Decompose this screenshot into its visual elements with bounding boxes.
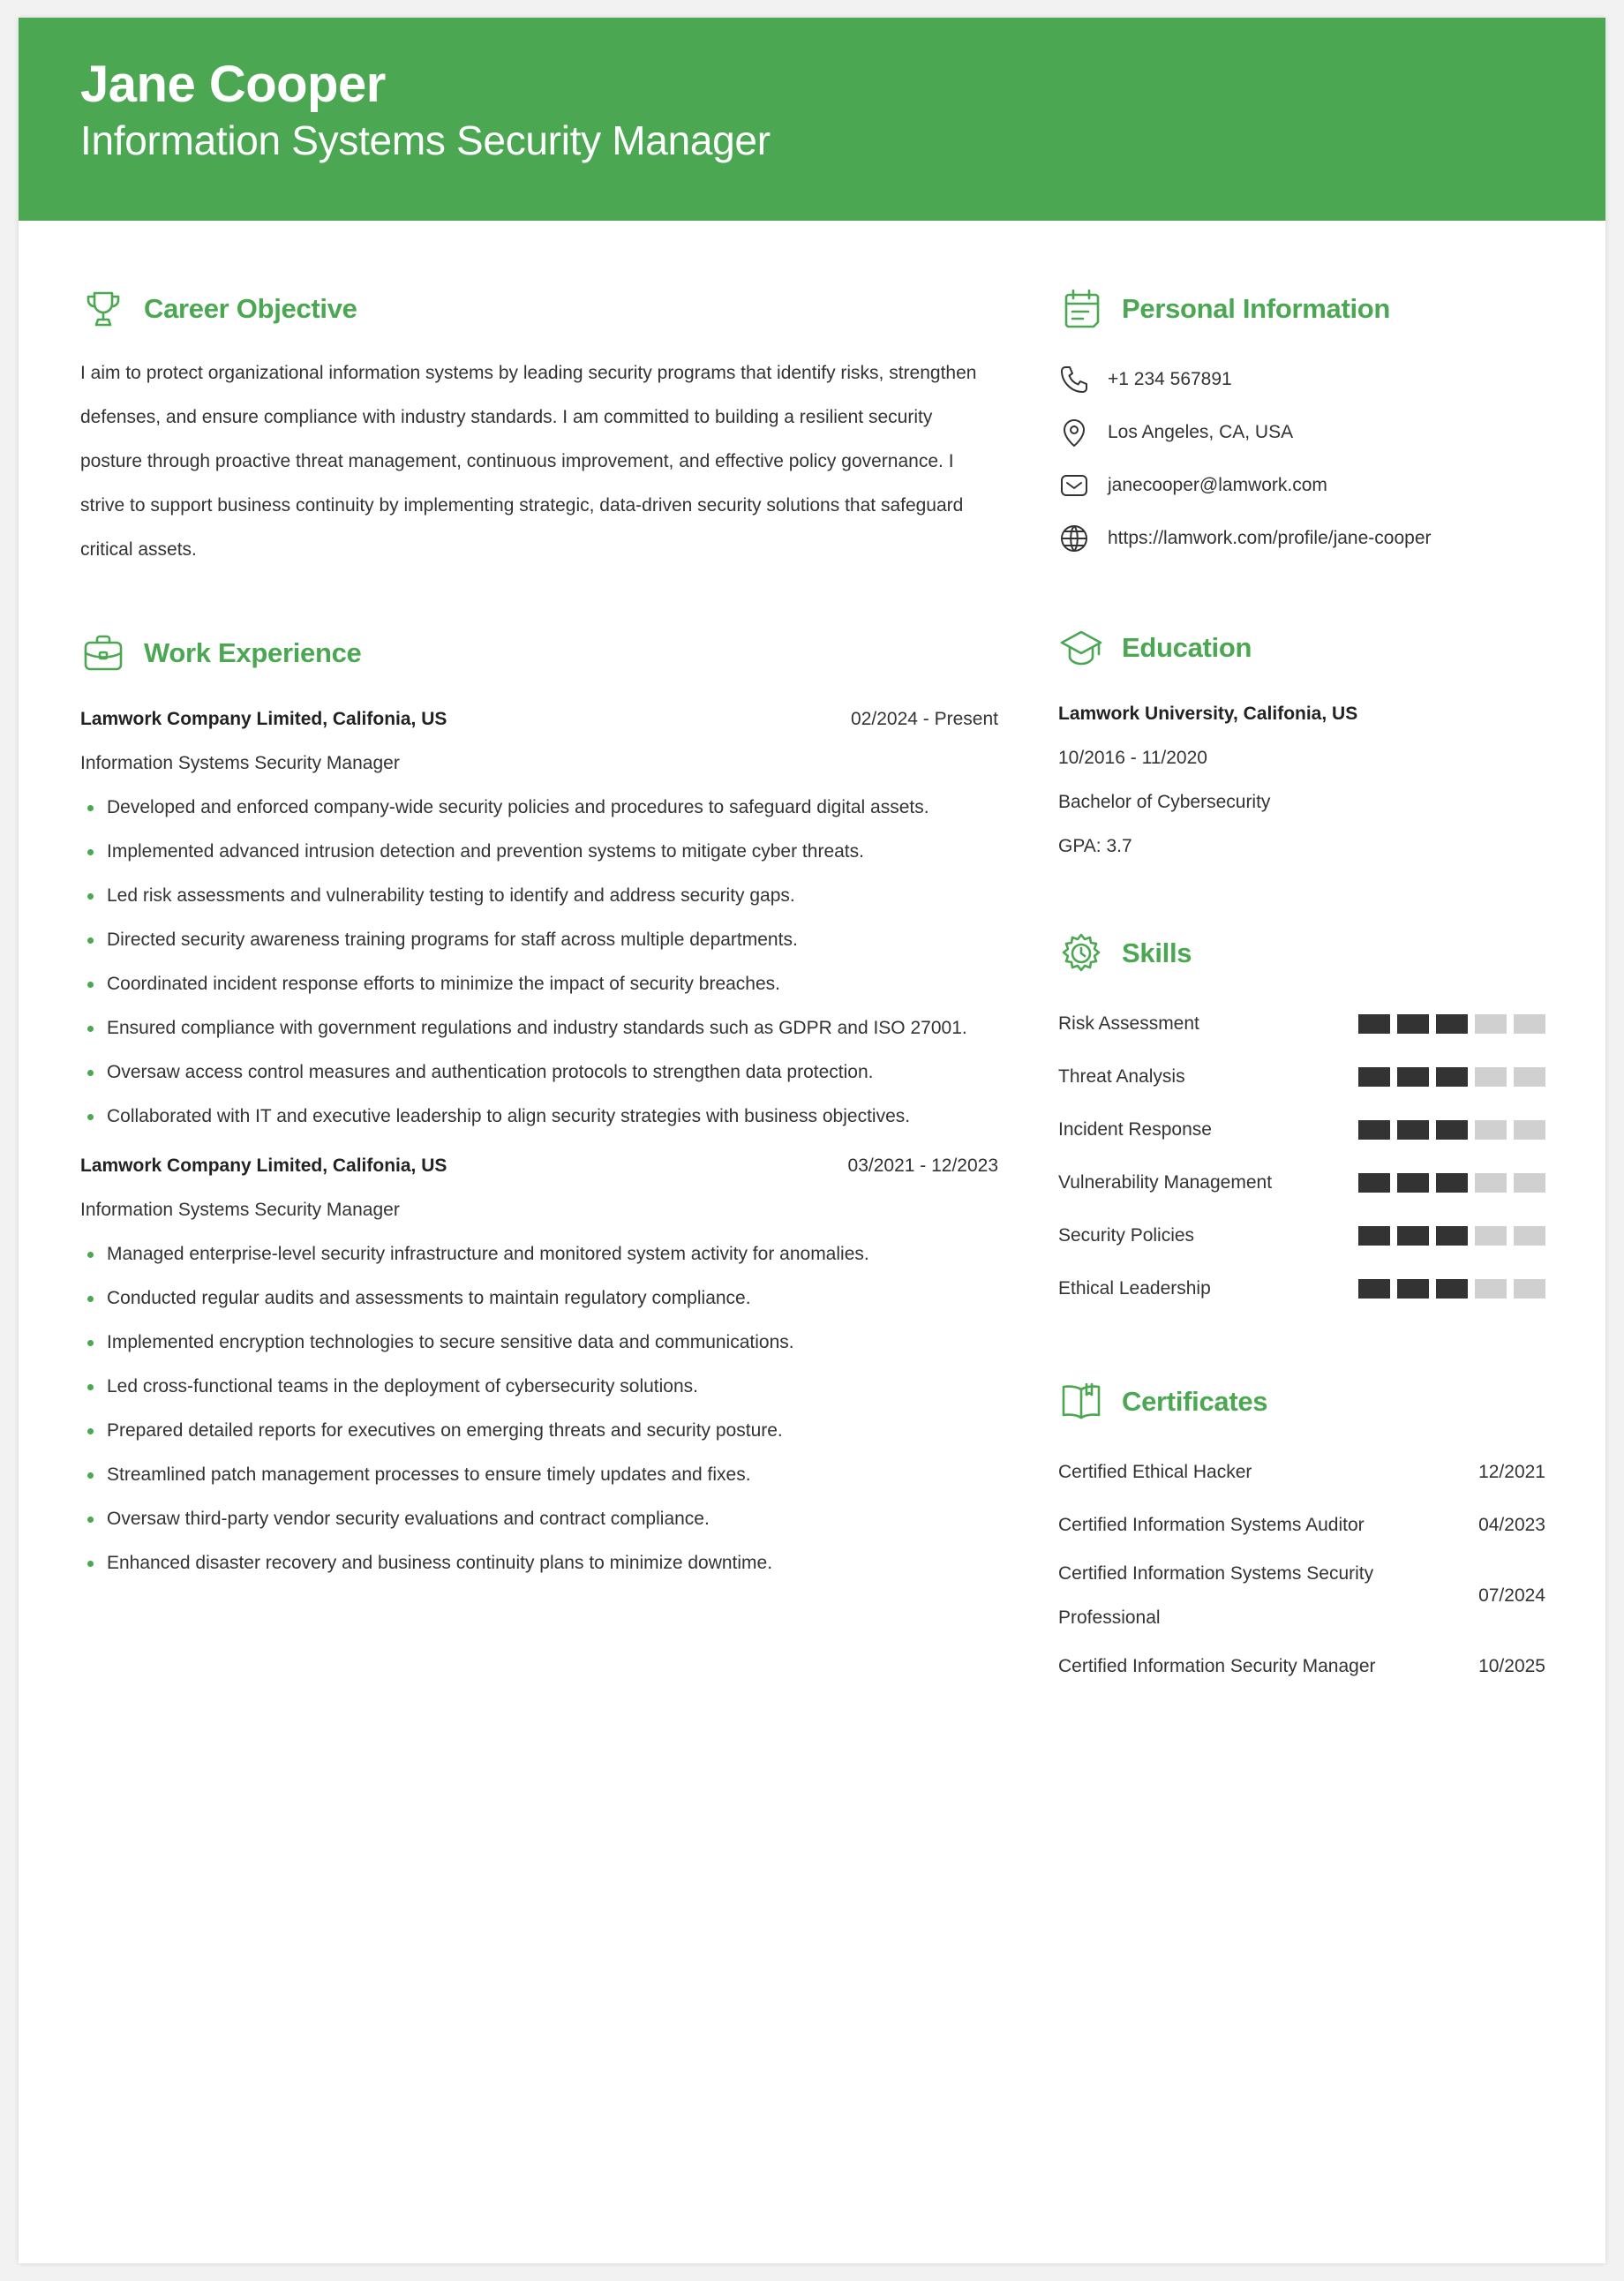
job-entry [80,1144,998,1585]
contact-website [1058,512,1545,565]
education-gpa: GPA: 3.7 [1058,836,1132,856]
section-title: Personal Information [1122,293,1391,324]
skill-level-filled [1436,1120,1468,1140]
skill-level-filled [1358,1067,1390,1087]
certificate-date: 07/2024 [1478,1585,1545,1606]
job-bullet: Implemented encryption technologies to secure sensitive data and communications. [80,1321,998,1365]
job-date: 02/2024 - Present [851,709,998,729]
skill-row [1058,1156,1545,1209]
skill-level-empty [1514,1120,1545,1140]
section-header [80,627,998,680]
skill-level-empty [1475,1014,1507,1034]
skill-level-bars [1351,1014,1545,1034]
contact-website-text: https://lamwork.com/profile/jane-cooper [1108,528,1432,548]
section-header [1058,927,1545,980]
gear-clock-icon [1058,930,1104,976]
skill-list [1058,997,1545,1315]
phone-icon [1058,364,1090,395]
skill-level-filled [1358,1279,1390,1299]
contact-phone-text: +1 234 567891 [1108,369,1232,389]
skill-level-filled [1397,1226,1429,1246]
skill-level-empty [1475,1067,1507,1087]
job-bullet: Prepared detailed reports for executives on emerging threats and security posture. [80,1409,998,1453]
graduation-cap-icon [1058,625,1104,671]
skill-level-empty [1514,1279,1545,1299]
skill-level-filled [1397,1120,1429,1140]
skill-level-empty [1514,1226,1545,1246]
certificate-date: 04/2023 [1478,1515,1545,1535]
job-bullet: Managed enterprise-level security infrastructure and monitored system activity for anomalies. [80,1232,998,1276]
candidate-title: Information Systems Security Manager [80,117,771,163]
job-entry [80,697,998,1139]
skill-level-bars [1351,1173,1545,1193]
section-header [1058,621,1545,674]
section-header [1058,1375,1545,1428]
job-bullet: Implemented advanced intrusion detection and prevention systems to mitigate cyber threats. [80,830,998,874]
skill-level-bars [1351,1226,1545,1246]
certificate-date: 10/2025 [1478,1656,1545,1676]
job-bullets [80,786,998,1139]
job-bullet: Conducted regular audits and assessments to maintain regulatory compliance. [80,1276,998,1321]
skill-row [1058,1103,1545,1156]
section-title: Work Experience [144,637,362,668]
skill-level-bars [1351,1279,1545,1299]
skill-level-filled [1358,1120,1390,1140]
globe-icon [1058,523,1090,554]
book-icon [1058,1379,1104,1425]
job-bullet: Led risk assessments and vulnerability testing to identify and address security gaps. [80,874,998,918]
contact-location-text: Los Angeles, CA, USA [1108,422,1294,442]
skill-name: Threat Analysis [1058,1066,1185,1087]
job-header-row [80,697,998,742]
certificate-name: Certified Information Systems Auditor [1058,1515,1365,1535]
certificate-name: Certified Information Systems Security Professional [1058,1563,1374,1628]
section-title: Skills [1122,937,1192,968]
skill-level-filled [1397,1173,1429,1193]
skill-level-empty [1475,1173,1507,1193]
job-bullet: Streamlined patch management processes to ensure timely updates and fixes. [80,1453,998,1497]
skill-row [1058,1262,1545,1315]
contact-phone [1058,353,1545,406]
calendar-note-icon [1058,286,1104,332]
skill-level-bars [1351,1067,1545,1087]
right-column [1058,282,1545,1693]
section-header [1058,282,1545,335]
job-bullet: Developed and enforced company-wide security policies and procedures to safeguard digital assets. [80,786,998,830]
education-entry [1058,692,1545,869]
skill-row [1058,1050,1545,1103]
job-bullet: Ensured compliance with government regulations and industry standards such as GDPR and ISO 27001. [80,1006,998,1050]
skill-level-bars [1351,1120,1545,1140]
skill-level-filled [1436,1067,1468,1087]
job-date: 03/2021 - 12/2023 [847,1156,998,1176]
skill-row [1058,1209,1545,1262]
job-bullet: Coordinated incident response efforts to minimize the impact of security breaches. [80,962,998,1006]
skill-name: Security Policies [1058,1225,1195,1246]
job-bullet: Led cross-functional teams in the deployment of cybersecurity solutions. [80,1365,998,1409]
certificates-section [1058,1375,1545,1693]
section-title: Career Objective [144,293,357,324]
job-bullet: Directed security awareness training programs for staff across multiple departments. [80,918,998,962]
resume-header [19,18,1605,221]
contact-email [1058,459,1545,512]
candidate-name: Jane Cooper [80,56,386,113]
skill-level-empty [1475,1226,1507,1246]
contact-location [1058,406,1545,459]
certificate-list [1058,1446,1545,1693]
section-header [80,282,998,335]
skills-section [1058,927,1545,1315]
briefcase-icon [80,630,126,676]
job-bullet: Enhanced disaster recovery and business continuity plans to minimize downtime. [80,1541,998,1585]
skill-level-filled [1358,1226,1390,1246]
objective-text: I aim to protect organizational information systems by leading security programs that identify risks, strengthen defenses, and ensure compliance with industry standards. I am committed to building a resilient security posture through proactive threat management, continuous improvement, and effective policy governance. I strive to support business continuity by implementing strategic, data-driven security solutions that safeguard critical assets. [80,363,977,560]
contact-list [1058,353,1545,565]
education-degree: Bachelor of Cybersecurity [1058,792,1271,812]
work-experience-section [80,627,998,1585]
job-role: Information Systems Security Manager [80,753,400,773]
skill-level-filled [1436,1226,1468,1246]
skill-level-filled [1436,1014,1468,1034]
trophy-icon [80,286,126,332]
job-header-row [80,1144,998,1188]
skill-level-empty [1514,1014,1545,1034]
left-column [80,282,998,1585]
section-title: Certificates [1122,1386,1268,1417]
mail-icon [1058,470,1090,501]
education-school: Lamwork University, Califonia, US [1058,704,1358,724]
job-company: Lamwork Company Limited, Califonia, US [80,709,447,729]
skill-level-filled [1358,1173,1390,1193]
job-bullet: Collaborated with IT and executive leadership to align security strategies with business objectives. [80,1095,998,1139]
skill-name: Risk Assessment [1058,1013,1199,1034]
skill-level-filled [1397,1067,1429,1087]
career-objective-section [80,282,998,572]
job-bullets [80,1232,998,1585]
skill-row [1058,997,1545,1050]
skill-level-empty [1475,1120,1507,1140]
job-company: Lamwork Company Limited, Califonia, US [80,1156,447,1176]
skill-level-filled [1358,1014,1390,1034]
job-bullet: Oversaw third-party vendor security evaluations and contract compliance. [80,1497,998,1541]
skill-level-filled [1436,1279,1468,1299]
certificate-row [1058,1640,1545,1693]
certificate-row [1058,1446,1545,1499]
certificate-name: Certified Ethical Hacker [1058,1462,1252,1482]
skill-level-filled [1397,1014,1429,1034]
skill-name: Ethical Leadership [1058,1278,1211,1299]
location-pin-icon [1058,417,1090,448]
education-section [1058,621,1545,869]
certificate-name: Certified Information Security Manager [1058,1656,1376,1676]
job-role: Information Systems Security Manager [80,1200,400,1220]
skill-name: Incident Response [1058,1119,1212,1140]
skill-level-empty [1514,1067,1545,1087]
education-dates: 10/2016 - 11/2020 [1058,748,1207,768]
section-title: Education [1122,632,1252,663]
personal-information-section [1058,282,1545,565]
certificate-row [1058,1499,1545,1552]
resume-page [19,18,1605,2263]
skill-name: Vulnerability Management [1058,1172,1273,1193]
skill-level-empty [1475,1279,1507,1299]
contact-email-text: janecooper@lamwork.com [1108,475,1327,495]
skill-level-empty [1514,1173,1545,1193]
job-bullet: Oversaw access control measures and authentication protocols to strengthen data protection. [80,1050,998,1095]
certificate-row [1058,1552,1545,1640]
skill-level-filled [1436,1173,1468,1193]
certificate-date: 12/2021 [1478,1462,1545,1482]
skill-level-filled [1397,1279,1429,1299]
